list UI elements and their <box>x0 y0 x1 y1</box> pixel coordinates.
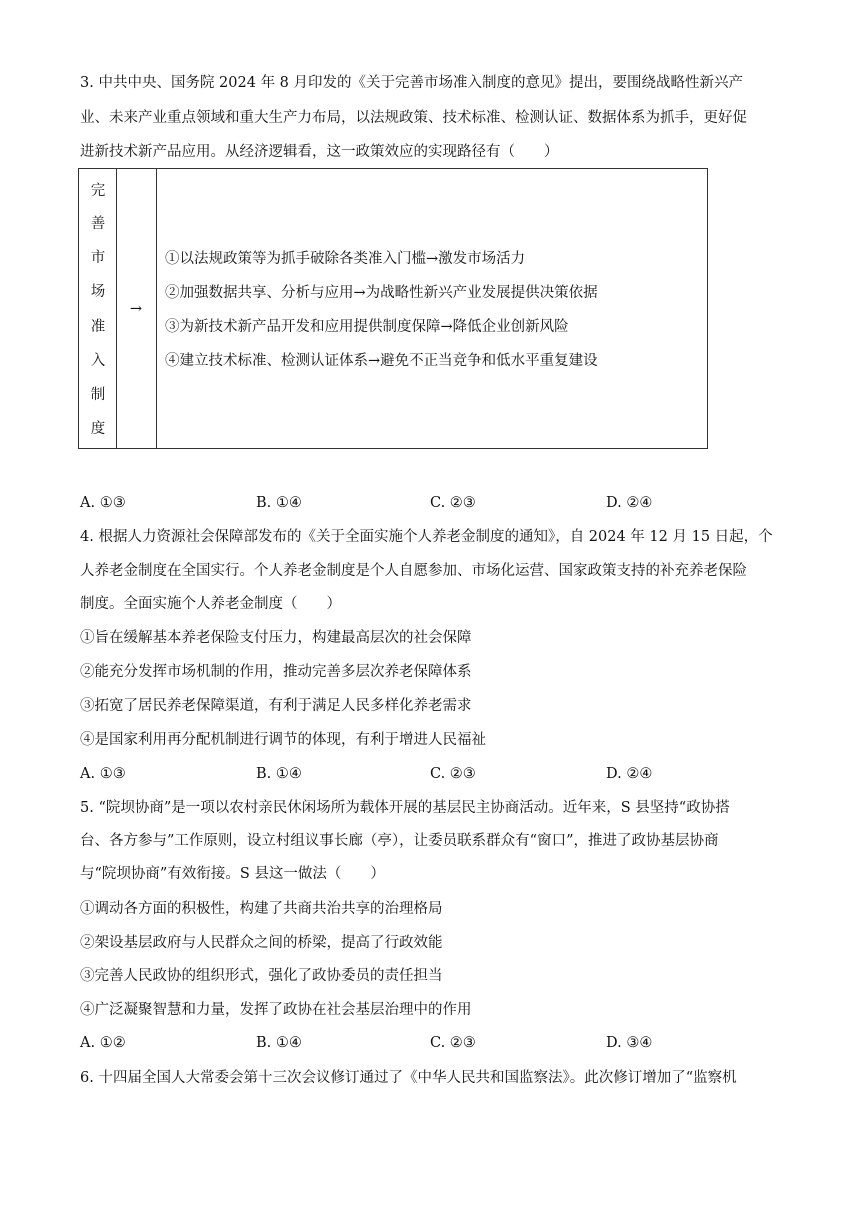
q3-diagram-item: ②加强数据共享、分析与应用→为战略性新兴产业发展提供决策依据 <box>165 285 598 301</box>
q3-diagram-label-char: 场 <box>90 284 106 300</box>
q3-diagram-items <box>165 249 598 385</box>
q3-diagram-label-char: 制 <box>90 387 106 403</box>
q3-diagram-arrow-column <box>117 169 157 448</box>
q3-diagram-label-char: 市 <box>90 250 106 266</box>
q3-option-a[interactable]: A. ①③ <box>80 495 126 511</box>
q5-option-d[interactable]: D. ③④ <box>606 1035 653 1051</box>
q3-diagram-label-char: 度 <box>90 421 106 437</box>
q3-stem-line-2: 业、未来产业重点领域和重大生产力布局，以法规政策、技术标准、检测认证、数据体系为抓手，更好促 <box>80 110 747 126</box>
q5-option-c[interactable]: C. ②③ <box>430 1035 476 1051</box>
q4-option-b[interactable]: B. ①④ <box>256 766 302 782</box>
q5-option-b[interactable]: B. ①④ <box>256 1035 302 1051</box>
q5-stem-line-1: 5. “院坝协商”是一项以农村亲民休闲场所为载体开展的基层民主协商活动。近年来，S 县坚持“政协搭 <box>80 800 730 816</box>
q3-stem-line-1: 3. 中共中央、国务院 2024 年 8 月印发的《关于完善市场准入制度的意见》提出，要围绕战略性新兴产 <box>80 75 744 91</box>
q5-statement-3: ③完善人民政协的组织形式，强化了政协委员的责任担当 <box>80 968 443 984</box>
q3-diagram-label-char: 准 <box>90 319 106 335</box>
q4-statement-2: ②能充分发挥市场机制的作用，推动完善多层次养老保障体系 <box>80 664 472 680</box>
q3-options <box>80 493 780 513</box>
q4-options <box>80 764 780 784</box>
q3-diagram-item: ④建立技术标准、检测认证体系→避免不正当竞争和低水平重复建设 <box>165 353 598 369</box>
q3-option-d[interactable]: D. ②④ <box>606 495 653 511</box>
q3-diagram-item: ①以法规政策等为抓手破除各类准入门槛→激发市场活力 <box>165 251 526 267</box>
q4-option-a[interactable]: A. ①③ <box>80 766 126 782</box>
q5-stem-line-2: 台、各方参与”工作原则，设立村组议事长廊（亭），让委员联系群众有“窗口”，推进了政协基层协商 <box>80 833 719 849</box>
q3-option-b[interactable]: B. ①④ <box>256 495 302 511</box>
q4-stem-line-3: 制度。全面实施个人养老金制度（ ） <box>80 596 341 612</box>
q3-diagram-label-char: 善 <box>90 216 106 232</box>
q4-option-d[interactable]: D. ②④ <box>606 766 653 782</box>
q3-diagram-label-column <box>79 169 117 448</box>
q3-diagram-arrow: → <box>129 301 143 317</box>
q3-diagram-label-char: 入 <box>90 353 106 369</box>
q4-statement-1: ①旨在缓解基本养老保险支付压力，构建最高层次的社会保障 <box>80 630 472 646</box>
q4-statement-4: ④是国家利用再分配机制进行调节的体现，有利于增进人民福祉 <box>80 732 486 748</box>
q3-diagram <box>78 168 708 449</box>
q4-stem-line-1: 4. 根据人力资源社会保障部发布的《关于全面实施个人养老金制度的通知》，自 2024 年 12 月 15 日起，个 <box>80 529 773 545</box>
q3-stem-line-3: 进新技术新产品应用。从经济逻辑看，这一政策效应的实现路径有（ ） <box>80 144 559 160</box>
q4-stem-line-2: 人养老金制度在全国实行。个人养老金制度是个人自愿参加、市场化运营、国家政策支持的补充养老保险 <box>80 563 747 579</box>
q5-statement-1: ①调动各方面的积极性，构建了共商共治共享的治理格局 <box>80 901 443 917</box>
q5-option-a[interactable]: A. ①② <box>80 1035 126 1051</box>
q3-option-c[interactable]: C. ②③ <box>430 495 476 511</box>
q3-diagram-item: ③为新技术新产品开发和应用提供制度保障→降低企业创新风险 <box>165 319 569 335</box>
q5-statement-4: ④广泛凝聚智慧和力量，发挥了政协在社会基层治理中的作用 <box>80 1002 472 1018</box>
q4-option-c[interactable]: C. ②③ <box>430 766 476 782</box>
q5-options <box>80 1033 780 1053</box>
q6-stem-line-1: 6. 十四届全国人大常委会第十三次会议修订通过了《中华人民共和国监察法》。此次修订增加了“监察机 <box>80 1070 737 1086</box>
q4-statement-3: ③拓宽了居民养老保障渠道，有利于满足人民多样化养老需求 <box>80 698 472 714</box>
q5-statement-2: ②架设基层政府与人民群众之间的桥梁，提高了行政效能 <box>80 935 443 951</box>
q3-diagram-label-char: 完 <box>90 183 106 199</box>
q5-stem-line-3: 与“院坝协商”有效衔接。S 县这一做法（ ） <box>80 866 385 882</box>
